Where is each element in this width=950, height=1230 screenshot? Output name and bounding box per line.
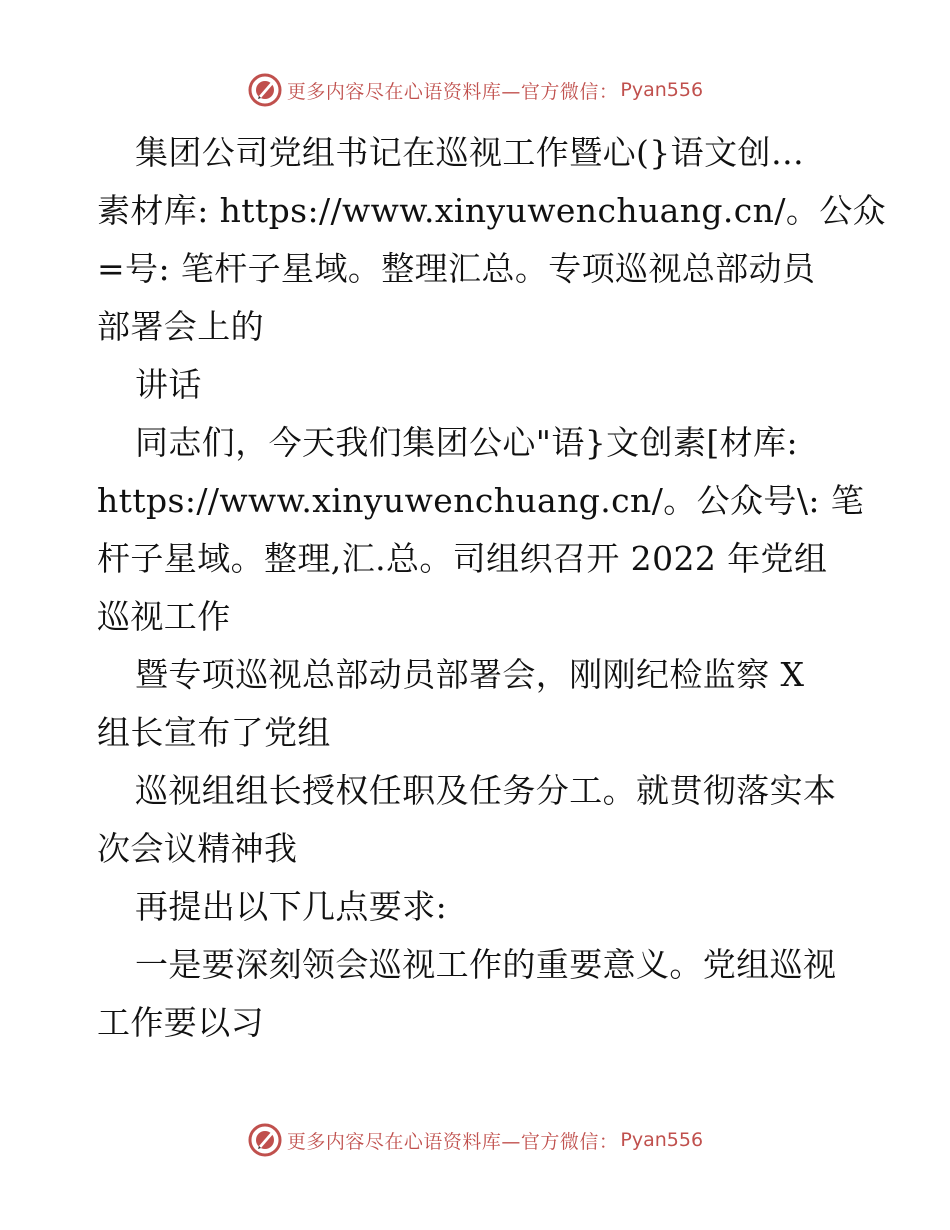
body-line: 再提出以下几点要求: — [135, 887, 448, 926]
body-line: https://www.xinyuwenchuang.cn/。公众号\: 笔 — [97, 481, 865, 520]
body-line: 讲话 — [135, 365, 202, 404]
brand-logo-icon — [247, 1122, 283, 1158]
banner-text: 更多内容尽在心语资料库—官方微信： — [286, 80, 619, 103]
footer-banner — [0, 1120, 950, 1160]
body-line: 杆子星域。整理,汇.总。司组织召开 2022 年党组 — [97, 539, 828, 578]
body-line: =号: 笔杆子星域。整理汇总。专项巡视总部动员 — [97, 249, 816, 288]
banner-wechat-id: Pyan556 — [620, 79, 704, 101]
header-banner — [0, 70, 950, 110]
body-line: 巡视组组长授权任职及任务分工。就贯彻落实本 — [135, 771, 837, 810]
body-line: 巡视工作 — [97, 597, 231, 636]
body-line: 同志们，今天我们集团公心"语}文创素[材库: — [135, 423, 798, 462]
body-line: 一是要深刻领会巡视工作的重要意义。党组巡视 — [135, 945, 837, 984]
document-body — [97, 124, 887, 1052]
body-line: 集团公司党组书记在巡视工作暨心(}语文创… — [135, 133, 805, 172]
brand-logo-icon — [247, 72, 283, 108]
body-line: 次会议精神我 — [97, 829, 298, 868]
body-line: 部署会上的 — [97, 307, 264, 346]
body-line: 工作要以习 — [97, 1003, 264, 1042]
body-line: 素材库: https://www.xinyuwenchuang.cn/。公众 — [97, 191, 887, 230]
banner-wechat-id: Pyan556 — [620, 1129, 704, 1151]
body-line: 组长宣布了党组 — [97, 713, 331, 752]
banner-text: 更多内容尽在心语资料库—官方微信： — [286, 1130, 619, 1153]
body-line: 暨专项巡视总部动员部署会，刚刚纪检监察 X — [135, 655, 805, 694]
